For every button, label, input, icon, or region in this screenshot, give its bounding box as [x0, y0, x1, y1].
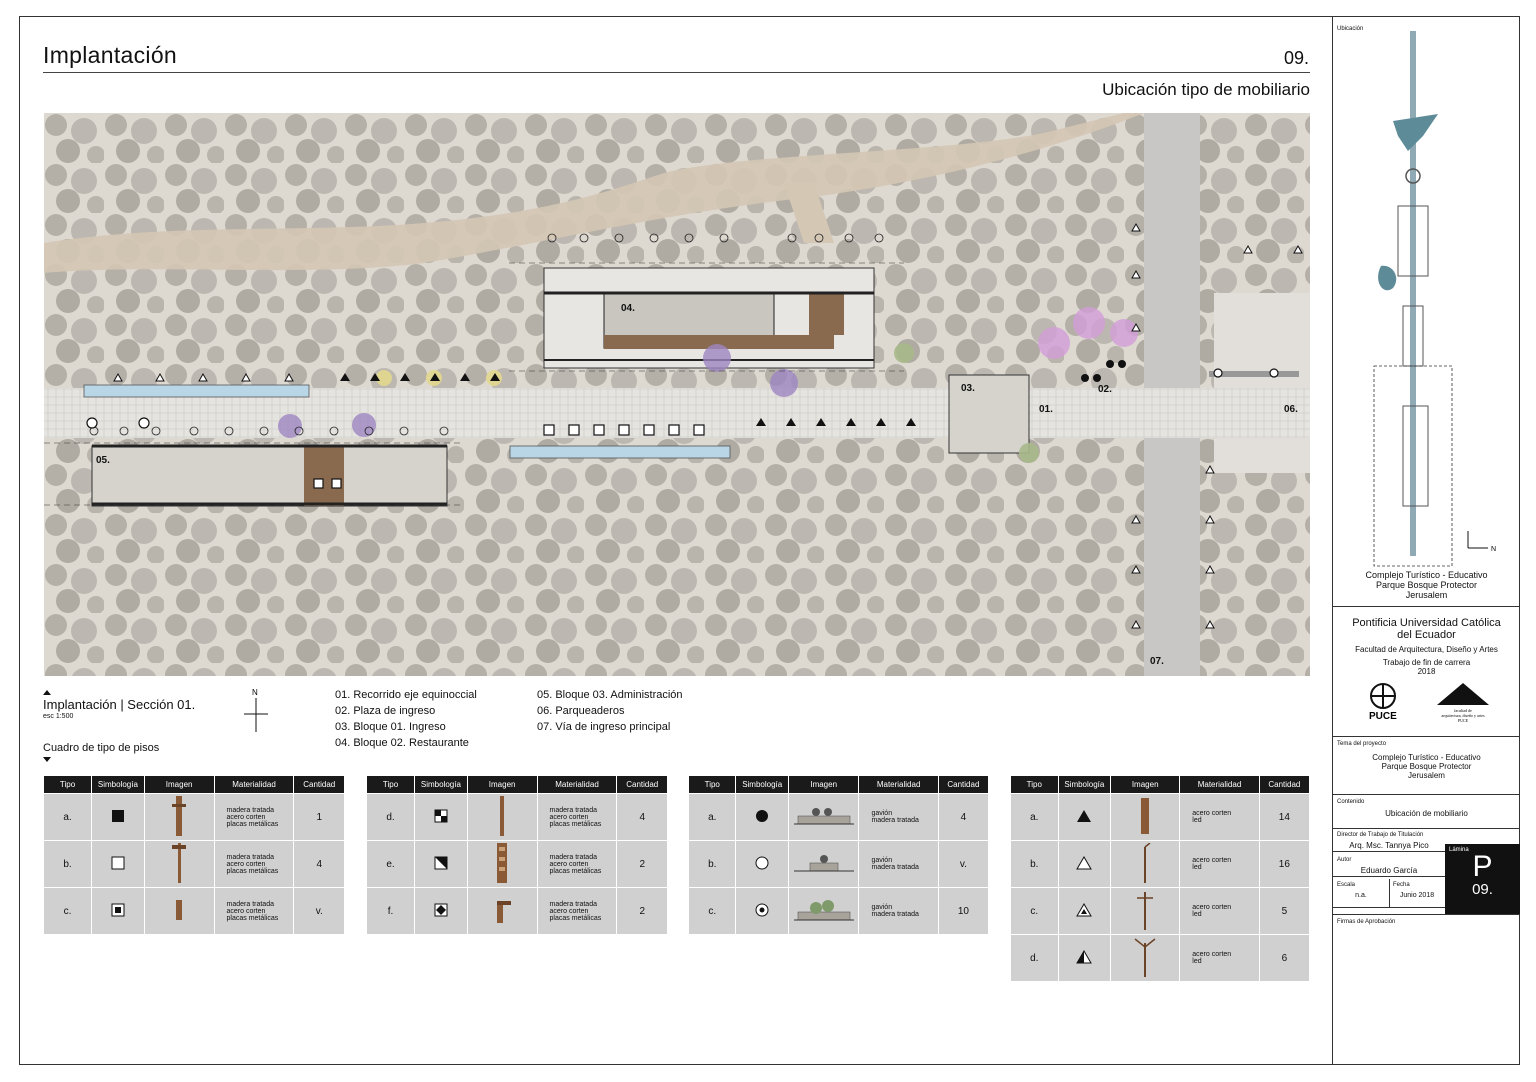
university-line: del Ecuador [1397, 629, 1456, 641]
north-arrow-icon [244, 688, 268, 732]
col-header: Imagen [1111, 776, 1180, 794]
col-header: Cantidad [1259, 776, 1309, 794]
cantidad-cell: 10 [938, 888, 988, 935]
plan-label-06: 06. [1284, 404, 1298, 415]
col-header: Cantidad [294, 776, 345, 794]
tipo-cell: d. [1011, 935, 1059, 982]
autor-label: Autor [1337, 857, 1352, 863]
gabion-seat-image-icon [794, 853, 854, 873]
col-header: Imagen [144, 776, 214, 794]
floor-table-title: Cuadro de tipo de pisos [43, 742, 160, 754]
puce-logo-icon [1363, 681, 1403, 721]
section-scale: esc 1:500 [43, 713, 74, 720]
tipo-cell: c. [1011, 888, 1059, 935]
material-line: acero corten [226, 860, 266, 868]
col-header: Tipo [1011, 776, 1059, 794]
title-rule [43, 72, 1310, 73]
empty-square-icon [111, 856, 125, 873]
col-header: Tipo [689, 776, 736, 794]
tema-label: Tema del proyecto [1337, 741, 1387, 747]
cantidad-cell: 16 [1259, 841, 1309, 888]
table-row [1011, 888, 1310, 935]
cantidad-cell: 4 [617, 794, 668, 841]
bollard-image-icon [175, 900, 183, 920]
location-north-label: N [1491, 546, 1497, 553]
faculty-name: Facultad de Arquitectura, Diseño y Artes [1355, 645, 1498, 654]
ubicacion-label: Ubicación [1337, 26, 1364, 32]
col-header: Materialidad [214, 776, 294, 794]
cantidad-cell: 4 [938, 794, 988, 841]
panel-image-icon [495, 843, 509, 883]
material-line: madera tratada [871, 864, 919, 871]
contenido-value: Ubicación de mobiliario [1385, 809, 1468, 818]
legend-keys-col2 [537, 687, 683, 735]
material-line: madera tratada [549, 853, 597, 861]
triangle-dot-icon [1076, 903, 1092, 920]
col-header: Simbología [92, 776, 145, 794]
light-totem-image-icon [1138, 798, 1152, 834]
fecha-value: Junio 2018 [1399, 892, 1435, 899]
lamina-box [1445, 844, 1520, 915]
director-label: Director de Trabajo de Titulación [1337, 832, 1424, 838]
table-row [1011, 841, 1310, 888]
university-block [1333, 606, 1520, 737]
material-line: placas metálicas [226, 820, 279, 828]
col-header: Materialidad [537, 776, 617, 794]
branch-lamp-image-icon [1133, 937, 1157, 977]
tipo-cell: f. [367, 888, 415, 935]
col-header: Imagen [467, 776, 537, 794]
cantidad-cell: 1 [294, 794, 345, 841]
col-header: Simbología [736, 776, 788, 794]
post-image-icon [498, 796, 506, 836]
table-row [44, 841, 345, 888]
checker-square-icon [434, 809, 448, 826]
tipo-cell: c. [44, 888, 92, 935]
cantidad-cell: v. [294, 888, 345, 935]
material-line: acero corten [226, 907, 266, 915]
lamina-label: Lámina [1449, 847, 1469, 853]
tema-block [1333, 736, 1520, 795]
legend-key: 04. Bloque 02. Restaurante [335, 737, 469, 749]
thesis-line: Trabajo de fin de carrera [1382, 658, 1471, 667]
arrow-up-icon [43, 690, 51, 695]
table-row [1011, 794, 1310, 841]
project-line: Jerusalem [1405, 590, 1448, 600]
cantidad-cell: 2 [617, 841, 668, 888]
material-line: led [1192, 864, 1202, 871]
material-line: placas metálicas [549, 914, 602, 922]
credits-block [1333, 828, 1520, 915]
escala-label: Escala [1337, 882, 1356, 888]
diamond-square-icon [434, 903, 448, 920]
project-name [1333, 570, 1520, 600]
legend-key: 03. Bloque 01. Ingreso [335, 721, 446, 733]
site-plan-drawing [44, 113, 1310, 676]
material-line: gavión [871, 810, 893, 817]
empty-triangle-icon [1076, 856, 1092, 873]
table-row [367, 794, 668, 841]
plan-label-07: 07. [1150, 656, 1164, 667]
project-line: Complejo Turístico - Educativo [1365, 570, 1488, 580]
tema-line: Parque Bosque Protector [1381, 762, 1472, 771]
firmas-block [1333, 914, 1520, 1065]
table-row [689, 794, 989, 841]
col-header: Tipo [44, 776, 92, 794]
furniture-table-2 [366, 775, 668, 935]
col-header: Materialidad [1180, 776, 1259, 794]
material-line: madera tratada [871, 817, 919, 824]
tema-line: Complejo Turístico - Educativo [1372, 753, 1481, 762]
legend-key: 05. Bloque 03. Administración [537, 689, 683, 701]
material-line: acero corten [549, 860, 589, 868]
legend-key: 02. Plaza de ingreso [335, 705, 436, 717]
plan-label-01: 01. [1039, 404, 1053, 415]
title-block [1333, 16, 1520, 1065]
col-header: Simbología [415, 776, 468, 794]
material-line: acero corten [1192, 951, 1232, 958]
faculty-logo-line: PUCE [1457, 718, 1469, 723]
material-line: placas metálicas [549, 820, 602, 828]
tipo-cell: b. [1011, 841, 1059, 888]
plan-label-04: 04. [621, 303, 635, 314]
table-row [367, 841, 668, 888]
col-header: Tipo [367, 776, 415, 794]
contenido-label: Contenido [1337, 799, 1365, 805]
site-plan [44, 113, 1310, 676]
col-header: Materialidad [859, 776, 938, 794]
table-row [44, 888, 345, 935]
material-line: led [1192, 958, 1202, 965]
table-row [367, 888, 668, 935]
director-value: Arq. Msc. Tannya Pico [1333, 841, 1445, 852]
planter-bench-image-icon [794, 898, 854, 922]
furniture-table-1 [43, 775, 345, 935]
material-line: placas metálicas [226, 914, 279, 922]
tipo-cell: c. [689, 888, 736, 935]
material-line: madera tratada [549, 806, 597, 814]
gabion-bench-image-icon [794, 806, 854, 826]
filled-triangle-icon [1076, 809, 1092, 826]
material-line: madera tratada [549, 900, 597, 908]
cantidad-cell: 2 [617, 888, 668, 935]
page-subtitle: Ubicación tipo de mobiliario [1102, 80, 1310, 99]
col-header: Cantidad [617, 776, 668, 794]
filled-circle-icon [755, 809, 769, 826]
fountain-image-icon [493, 897, 511, 923]
plan-label-05: 05. [96, 455, 110, 466]
tipo-cell: a. [689, 794, 736, 841]
furniture-table-3 [688, 775, 989, 935]
firmas-label: Firmas de Aprobación [1337, 919, 1396, 925]
material-line: acero corten [549, 813, 589, 821]
furniture-table-4 [1010, 775, 1310, 982]
faculty-logo-line: arquitectura, diseño y artes [1441, 713, 1485, 718]
tipo-cell: e. [367, 841, 415, 888]
page-title: Implantación [43, 42, 178, 68]
material-line: placas metálicas [549, 867, 602, 875]
cantidad-cell: 6 [1259, 935, 1309, 982]
cantidad-cell: 5 [1259, 888, 1309, 935]
arrow-down-icon [43, 757, 51, 762]
tema-line: Jerusalem [1408, 771, 1445, 780]
material-line: led [1192, 817, 1202, 824]
material-line: led [1192, 911, 1202, 918]
street-lamp-image-icon [1138, 843, 1152, 883]
material-line: madera tratada [871, 911, 919, 918]
plan-label-03: 03. [961, 383, 975, 394]
lamina-letter: P [1472, 850, 1493, 883]
col-header: Simbología [1058, 776, 1110, 794]
plan-label-02: 02. [1098, 384, 1112, 395]
tipo-cell: b. [689, 841, 736, 888]
legend-keys-col1 [335, 687, 477, 751]
material-line: madera tratada [226, 900, 274, 908]
material-line: gavión [871, 857, 893, 864]
material-line: acero corten [1192, 904, 1232, 911]
square-dot-icon [111, 903, 125, 920]
sign-image-icon [172, 843, 186, 883]
table-row [689, 841, 989, 888]
escala-value: n.a. [1355, 892, 1367, 899]
cantidad-cell: 14 [1259, 794, 1309, 841]
faculty-logo-icon [1431, 681, 1495, 725]
material-line: madera tratada [226, 853, 274, 861]
table-row [1011, 935, 1310, 982]
double-lamp-image-icon [1135, 890, 1155, 930]
material-line: placas metálicas [226, 867, 279, 875]
circle-dot-icon [755, 903, 769, 920]
section-title: Implantación | Sección 01. [43, 697, 196, 712]
material-line: gavión [871, 904, 893, 911]
thesis-line: 2018 [1417, 667, 1436, 676]
tipo-cell: a. [1011, 794, 1059, 841]
project-line: Parque Bosque Protector [1375, 580, 1478, 590]
faculty-logo-line: facultad de [1454, 708, 1472, 713]
sheet-number: 09. [1284, 48, 1310, 68]
half-diagonal-square-icon [434, 856, 448, 873]
north-label: N [252, 688, 258, 697]
empty-circle-icon [755, 856, 769, 873]
material-line: acero corten [549, 907, 589, 915]
university-line: Pontificia Universidad Católica [1352, 617, 1501, 629]
table-row [44, 794, 345, 841]
tipo-cell: d. [367, 794, 415, 841]
material-line: acero corten [1192, 857, 1232, 864]
material-line: madera tratada [226, 806, 274, 814]
legend-key: 06. Parqueaderos [537, 705, 625, 717]
col-header: Cantidad [938, 776, 988, 794]
section-legend [43, 697, 195, 720]
table-row [689, 888, 989, 935]
fecha-label: Fecha [1393, 882, 1410, 888]
puce-logo-text: PUCE [1369, 711, 1397, 721]
legend-key: 07. Vía de ingreso principal [537, 721, 671, 733]
col-header: Imagen [788, 776, 859, 794]
filled-square-icon [112, 810, 124, 825]
autor-value: Eduardo García [1333, 866, 1445, 877]
location-map [1373, 26, 1513, 576]
material-line: acero corten [226, 813, 266, 821]
bench-image-icon [172, 796, 186, 836]
lamina-number: 09. [1472, 881, 1493, 898]
cantidad-cell: v. [938, 841, 988, 888]
contenido-block [1333, 794, 1520, 829]
legend-key: 01. Recorrido eje equinoccial [335, 689, 477, 701]
material-line: acero corten [1192, 810, 1232, 817]
cantidad-cell: 4 [294, 841, 345, 888]
tipo-cell: a. [44, 794, 92, 841]
half-triangle-icon [1076, 950, 1092, 967]
tipo-cell: b. [44, 841, 92, 888]
